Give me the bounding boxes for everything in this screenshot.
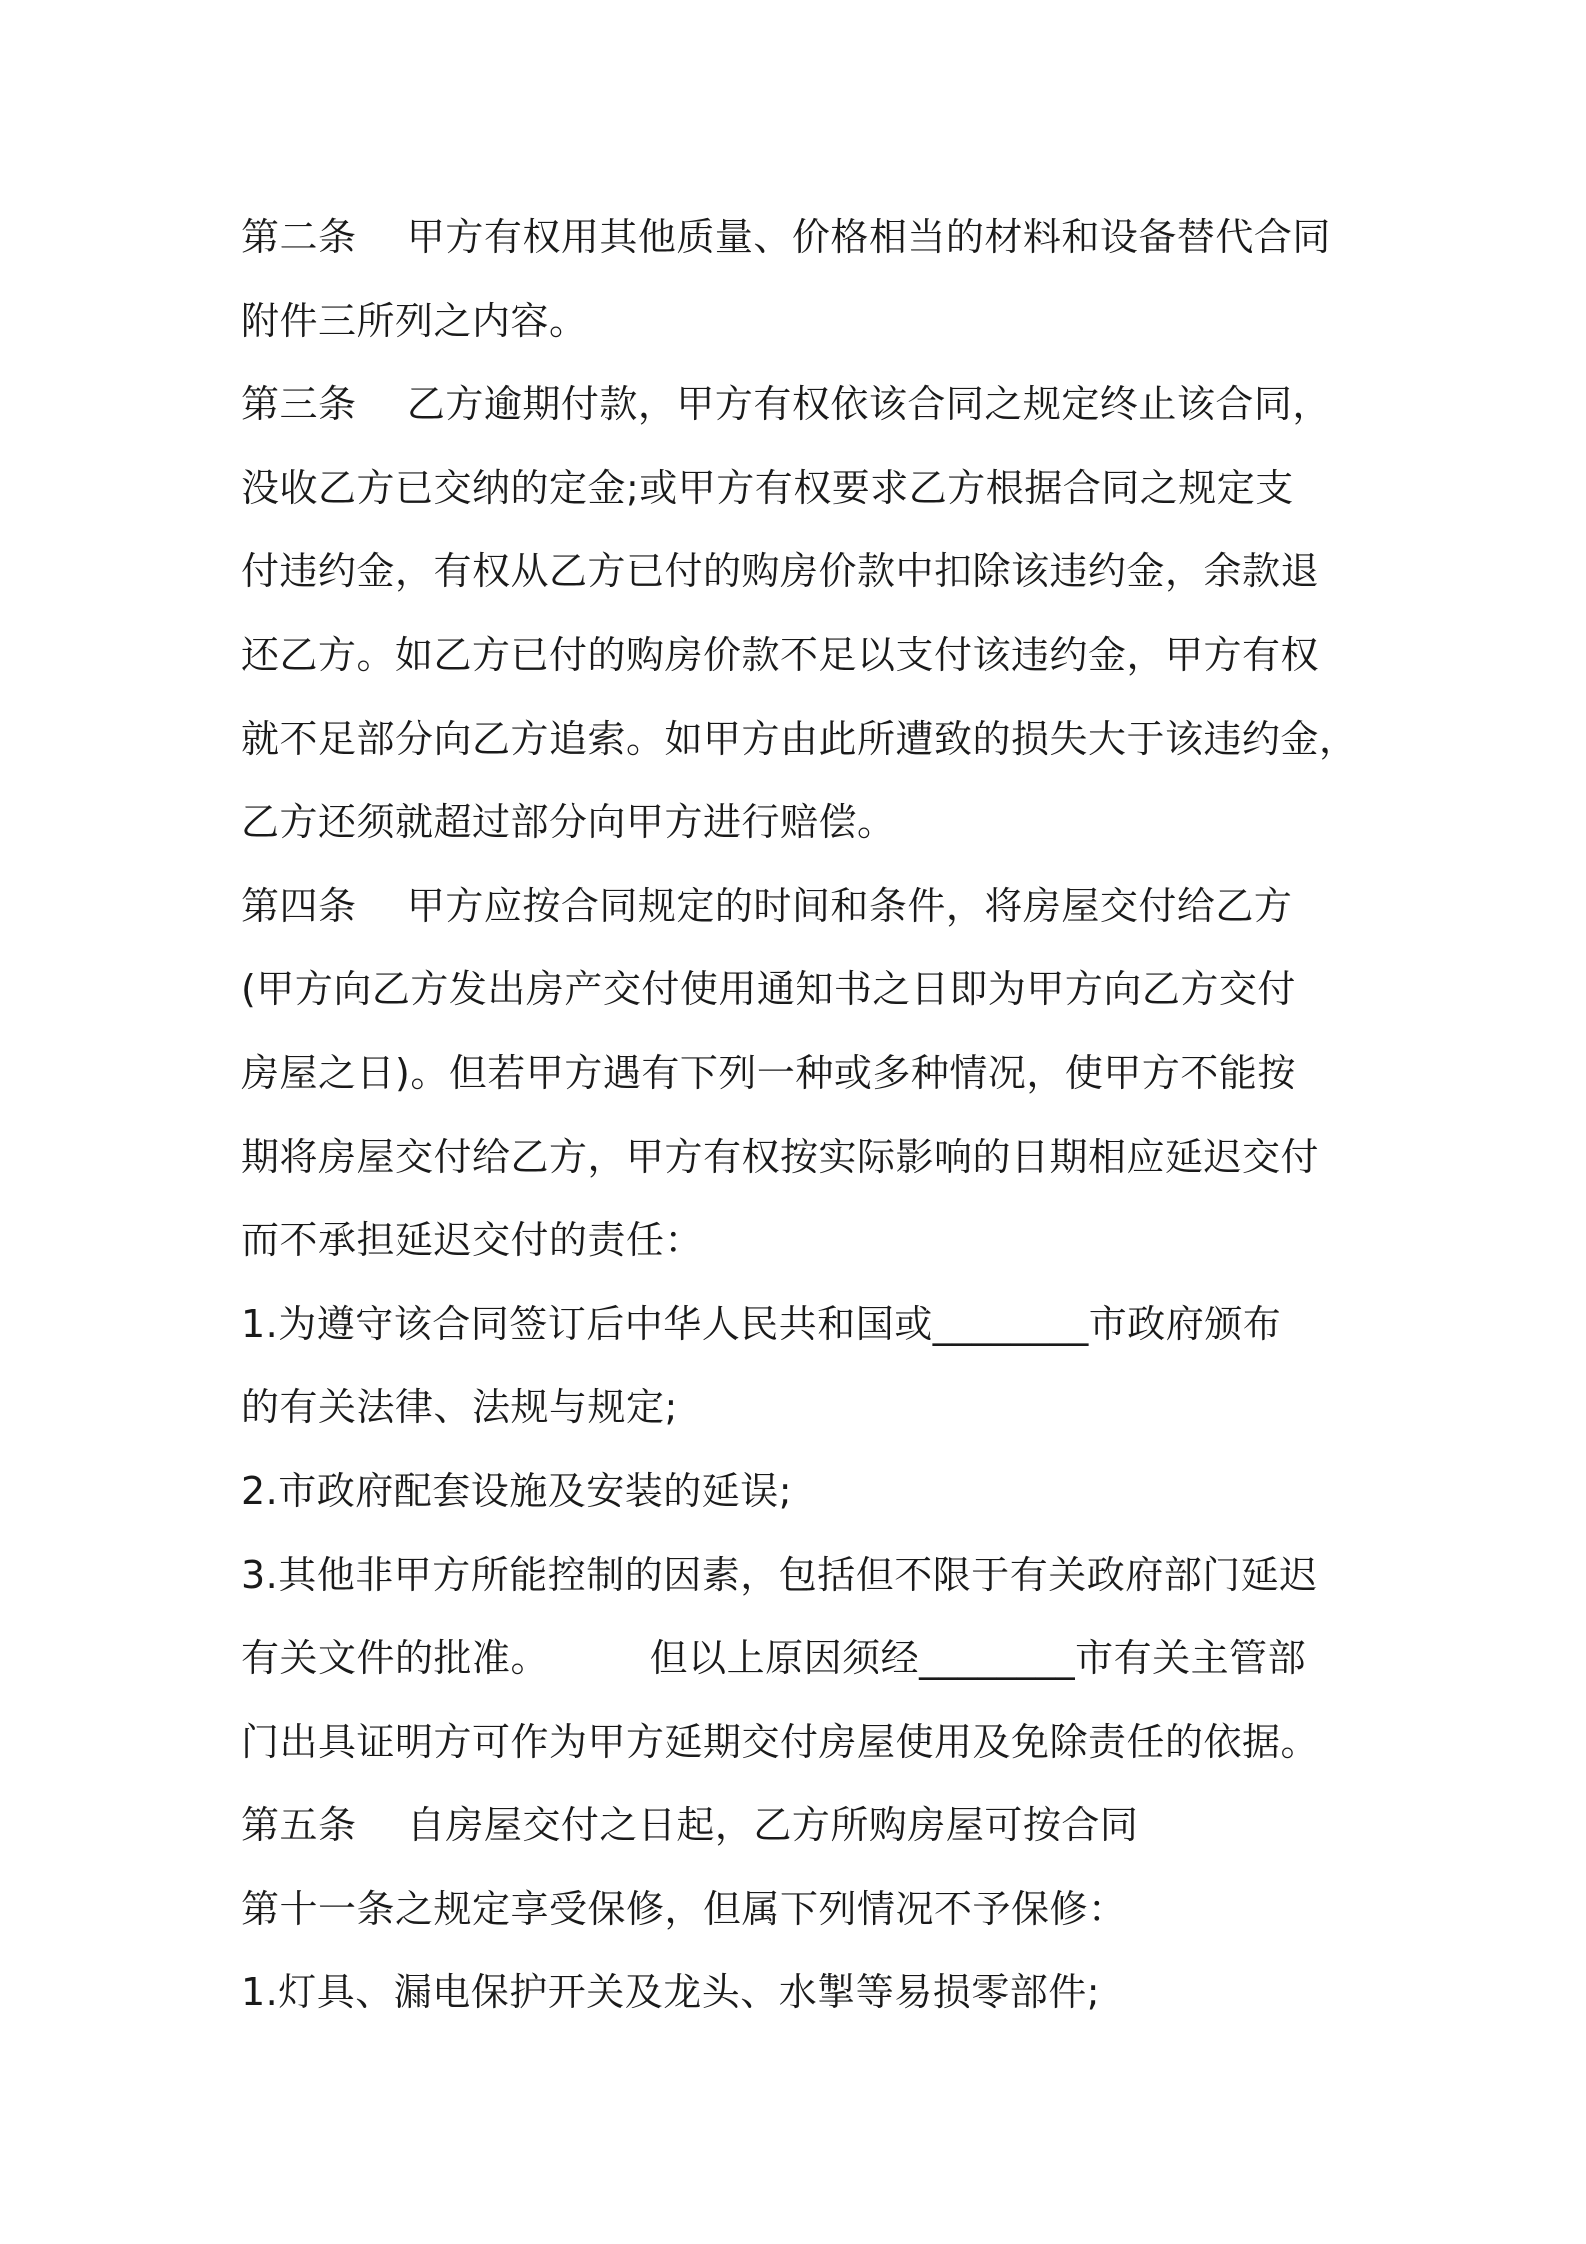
text-line: 而不承担延迟交付的责任： xyxy=(241,1218,704,1263)
text-line: 第二条 甲方有权用其他质量、价格相当的材料和设备替代合同 xyxy=(241,215,1331,259)
text-line: 第五条 自房屋交付之日起，乙方所购房屋可按合同 xyxy=(241,1803,1139,1848)
text-line: (甲方向乙方发出房产交付使用通知书之日即为甲方向乙方交付 xyxy=(241,967,1296,1012)
text-line: 第三条 乙方逾期付款，甲方有权依该合同之规定终止该合同， xyxy=(241,382,1331,427)
text-line: 附件三所列之内容。 xyxy=(241,298,588,343)
text-line: 2.市政府配套设施及安装的延误; xyxy=(241,1468,793,1513)
text-line: 的有关法律、法规与规定; xyxy=(241,1385,678,1430)
text-line: 3.其他非甲方所能控制的因素，包括但不限于有关政府部门延迟 xyxy=(241,1552,1318,1597)
text-line: 1.灯具、漏电保护开关及龙头、水掣等易损零部件; xyxy=(241,1970,1101,2015)
text-line: 房屋之日)。但若甲方遇有下列一种或多种情况，使甲方不能按 xyxy=(241,1050,1296,1095)
text-line: 期将房屋交付给乙方，甲方有权按实际影响的日期相应延迟交付 xyxy=(241,1134,1320,1179)
document-body xyxy=(241,196,1361,2035)
text-line: 还乙方。如乙方已付的购房价款不足以支付该违约金，甲方有权 xyxy=(241,632,1320,677)
text-line: 乙方还须就超过部分向甲方进行赔偿。 xyxy=(241,800,896,845)
text-line: 1.为遵守该合同签订后中华人民共和国或________市政府颁布 xyxy=(241,1301,1282,1346)
text-line: 有关文件的批准。 但以上原因须经________市有关主管部 xyxy=(241,1636,1307,1681)
text-line: 没收乙方已交纳的定金;或甲方有权要求乙方根据合同之规定支 xyxy=(241,465,1294,510)
text-line: 就不足部分向乙方追索。如甲方由此所遭致的损失大于该违约金， xyxy=(241,716,1358,761)
text-line: 门出具证明方可作为甲方延期交付房屋使用及免除责任的依据。 xyxy=(241,1719,1320,1764)
text-line: 第四条 甲方应按合同规定的时间和条件，将房屋交付给乙方 xyxy=(241,883,1293,928)
text-line: 付违约金，有权从乙方已付的购房价款中扣除该违约金，余款退 xyxy=(241,549,1320,594)
text-line: 第十一条之规定享受保修，但属下列情况不予保修： xyxy=(241,1886,1127,1931)
